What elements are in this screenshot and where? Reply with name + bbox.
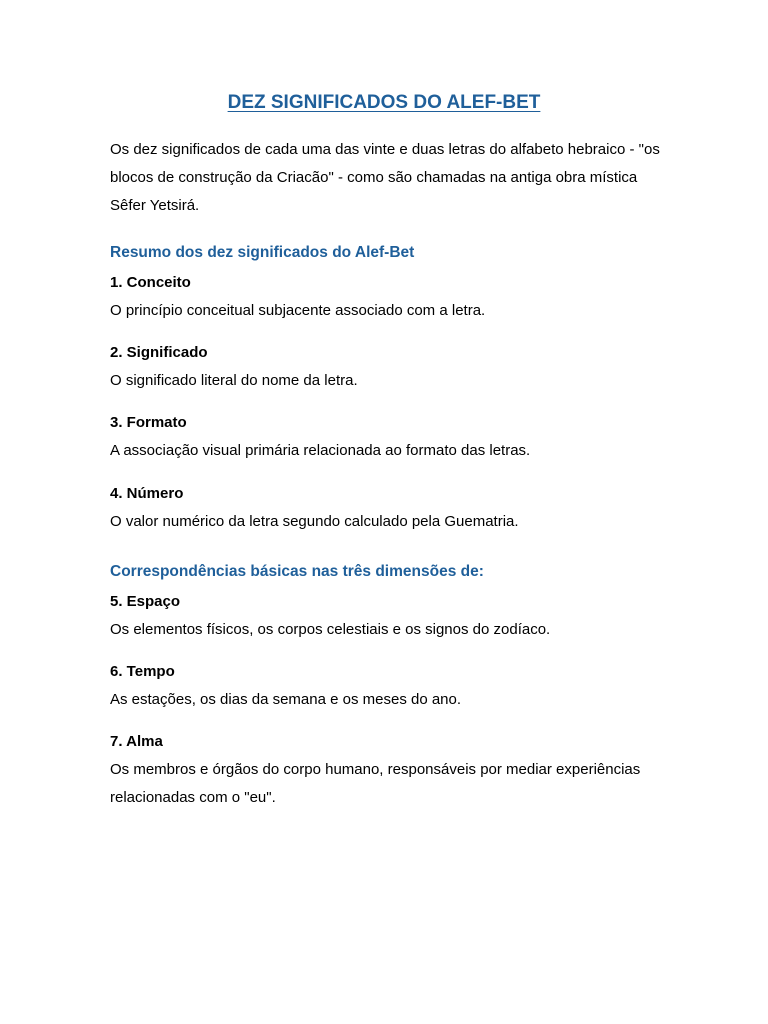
list-item	[110, 731, 670, 812]
item-title: 3. Formato	[110, 414, 187, 431]
item-title: 7. Alma	[110, 733, 163, 750]
item-title: 5. Espaço	[110, 593, 181, 610]
document-title	[0, 91, 768, 115]
list-item	[110, 661, 670, 714]
list-item	[110, 412, 670, 465]
item-title: 1. Conceito	[110, 274, 191, 291]
item-description: A associação visual primária relacionada ao formato das letras.	[110, 442, 531, 459]
list-item	[110, 342, 670, 395]
item-title: 2. Significado	[110, 344, 208, 361]
intro-paragraph: Os dez significados de cada uma das vinte e duas letras do alfabeto hebraico - "os blocos de construção da Criacão" - como são chamadas na antiga obra mística Sêfer Yetsirá.	[110, 141, 660, 214]
item-description: O significado literal do nome da letra.	[110, 372, 358, 389]
section-heading-summary: Resumo dos dez significados do Alef-Bet	[110, 244, 415, 261]
document-title-text: DEZ SIGNIFICADOS DO ALEF-BET	[227, 92, 541, 113]
list-item	[110, 483, 670, 536]
section-heading-correspondences: Correspondências básicas nas três dimensões de:	[110, 563, 484, 580]
item-description: O princípio conceitual subjacente associado com a letra.	[110, 302, 486, 319]
item-description: Os membros e órgãos do corpo humano, responsáveis por mediar experiências relacionadas com o "eu".	[110, 761, 641, 806]
list-item	[110, 591, 670, 644]
list-item	[110, 272, 670, 325]
item-description: As estações, os dias da semana e os meses do ano.	[110, 691, 462, 708]
item-description: Os elementos físicos, os corpos celestiais e os signos do zodíaco.	[110, 621, 551, 638]
item-description: O valor numérico da letra segundo calculado pela Guematria.	[110, 513, 519, 530]
item-title: 4. Número	[110, 485, 184, 502]
item-title: 6. Tempo	[110, 663, 175, 680]
